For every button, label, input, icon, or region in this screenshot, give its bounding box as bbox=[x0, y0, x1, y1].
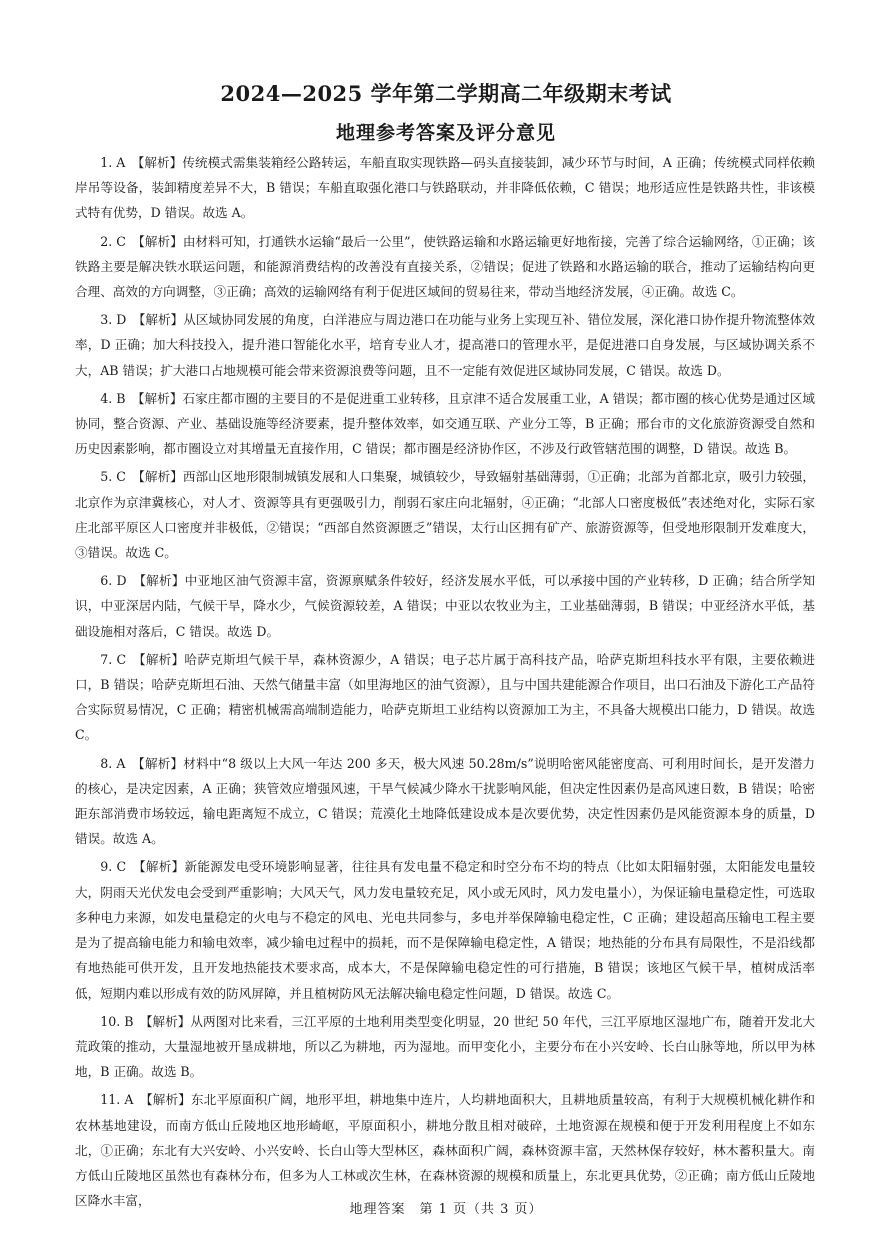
page-footer: 地理答案 第 1 页（共 3 页） bbox=[349, 1202, 543, 1217]
answer-item-11: 11. A 【解析】东北平原面积广阔，地形平坦，耕地集中连片，人均耕地面积大，且耕地质量较高，有利于大规模机械化耕作和农林基地建设，而南方低山丘陵地区地形崎岖，平原面积小，耕地分散且相对破碎，土地资源在规模和便于开发利用程度上不如东北，①正确；东北有大兴安岭、小兴安岭、长白山等大型林区，森林面积广阔，森林资源丰富，天然林保存较好，林木蓄积量大。南方低山丘陵地区虽然也有森林分布，但多为人工林或次生林，在森林资源的规模和质量上，东北更具优势，②正确；南方低山丘陵地区降水丰富， bbox=[75, 1092, 815, 1209]
answer-item-10: 10. B 【解析】从两图对比来看，三江平原的土地利用类型变化明显，20 世纪 50 年代，三江平原地区湿地广布，随着开发北大荒政策的推动，大量湿地被开垦成耕地，所以乙为耕地，丙为湿地。而甲变化小，主要分布在小兴安岭、长白山脉等地，所以甲为林地，B 正确。故选 B。 bbox=[75, 1013, 815, 1080]
answer-item-9: 9. C 【解析】新能源发电受环境影响显著，往往具有发电量不稳定和时空分布不均的特点（比如太阳辐射强，太阳能发电量较大，阴雨天光伏发电会受到严重影响；大风天气，风力发电量较充足，风小或无风时，风力发电量小），为保证输电量稳定性，可选取多种电力来源，如发电量稳定的火电与不稳定的风电、光电共同参与，多电并举保障输电稳定性，C 正确；建设超高压输电工程主要是为了提高输电能力和输电效率，减少输电过程中的损耗，而不是保障输电稳定性，A 错误；地热能的分布具有局限性，不是沿线都有地热能可供开发，且开发地热能技术要求高，成本大，不是保障输电稳定性的可行措施，B 错误；该地区气候干旱，植树成活率低，短期内难以形成有效的防风屏障，并且植树防风无法解决输电稳定性问题，D 错误。故选 C。 bbox=[75, 859, 815, 1001]
answer-item-4: 4. B 【解析】石家庄都市圈的主要目的不是促进重工业转移，且京津不适合发展重工业，A 错误；都市圈的核心优势是通过区域协同，整合资源、产业、基础设施等经济要素，提升整体效率，如交通互联、产业分工等，B 正确；邢台市的文化旅游资源受自然和历史因素影响，都市圈设立对其增量无直接作用，C 错误；都市圈是经济协作区，不涉及行政管辖范围的调整，D 错误。故选 B。 bbox=[75, 390, 815, 457]
answer-item-1: 1. A 【解析】传统模式需集装箱经公路转运，车船直取实现铁路—码头直接装卸，减少环节与时间，A 正确；传统模式同样依赖岸吊等设备，装卸精度差异不大，B 错误；车船直取强化港口与铁路联动，并非降低依赖，C 错误；地形适应性是铁路共性，非该模式特有优势，D 错误。故选 A。 bbox=[75, 155, 815, 221]
page-title: 2024—2025 学年第二学期高二年级期末考试 bbox=[220, 81, 672, 106]
answer-item-2: 2. C 【解析】由材料可知，打通铁水运输“最后一公里”，使铁路运输和水路运输更好地衔接，完善了综合运输网络，①正确；该铁路主要是解决铁水联运问题，和能源消费结构的改善没有直接关系，②错误；促进了铁路和水路运输的联合，推动了运输结构向更合理、高效的方向调整，③正确；高效的运输网络有利于促进区域间的贸易往来，带动当地经济发展，④正确。故选 C。 bbox=[75, 233, 815, 300]
answer-item-7: 7. C 【解析】哈萨克斯坦气候干旱，森林资源少，A 错误；电子芯片属于高科技产品，哈萨克斯坦科技水平有限，主要依赖进口，B 错误；哈萨克斯坦石油、天然气储量丰富（如里海地区的油气资源），且与中国共建能源合作项目，出口石油及下游化工产品符合实际贸易情况，C 正确；精密机械需高端制造能力，哈萨克斯坦工业结构以资源加工为主，不具备大规模出口能力，D 错误。故选 C。 bbox=[75, 651, 815, 743]
answer-item-8: 8. A 【解析】材料中“8 级以上大风一年达 200 多天，极大风速 50.28m/s”说明哈密风能密度高、可利用时间长，是开发潜力的核心，是决定因素，A 正确；狭管效应增强风速，干旱气候减少降水干扰影响风能，但决定性因素仍是高风速日数，B 错误；哈密距东部消费市场较远，输电距离短不成立，C 错误；荒漠化土地降低建设成本是次要优势，决定性因素仍是风能资源本身的质量，D 错误。故选 A。 bbox=[75, 755, 815, 847]
answer-item-5: 5. C 【解析】西部山区地形限制城镇发展和人口集聚，城镇较少，导致辐射基础薄弱，①正确；北部为首都北京，吸引力较强，北京作为京津冀核心，对人才、资源等具有更强吸引力，削弱石家庄向北辐射，④正确；“北部人口密度极低”表述绝对化，实际石家庄北部平原区人口密度并非极低，②错误；“西部自然资源匮乏”错误，太行山区拥有矿产、旅游资源等，但受地形限制开发难度大，③错误。故选 C。 bbox=[75, 469, 815, 561]
answer-list bbox=[75, 150, 815, 1216]
answer-item-3: 3. D 【解析】从区域协同发展的角度，白洋港应与周边港口在功能与业务上实现互补、错位发展，深化港口协作提升物流整体效率，D 正确；加大科技投入，提升港口智能化水平，培育专业人才，提高港口的管理水平，是促进港口自身发展，与区域协调关系不大，AB 错误；扩大港口占地规模可能会带来资源浪费等问题，且不一定能有效促进区域协同发展，C 错误。故选 D。 bbox=[75, 312, 815, 378]
page-subtitle: 地理参考答案及评分意见 bbox=[335, 122, 556, 144]
answer-item-6: 6. D 【解析】中亚地区油气资源丰富，资源禀赋条件较好，经济发展水平低，可以承接中国的产业转移，D 正确；结合所学知识，中亚深居内陆，气候干旱，降水少，气候资源较差，A 错误；中亚以农牧业为主，工业基础薄弱，B 错误；中亚经济水平低，基础设施相对落后，C 错误。故选 D。 bbox=[75, 573, 815, 639]
